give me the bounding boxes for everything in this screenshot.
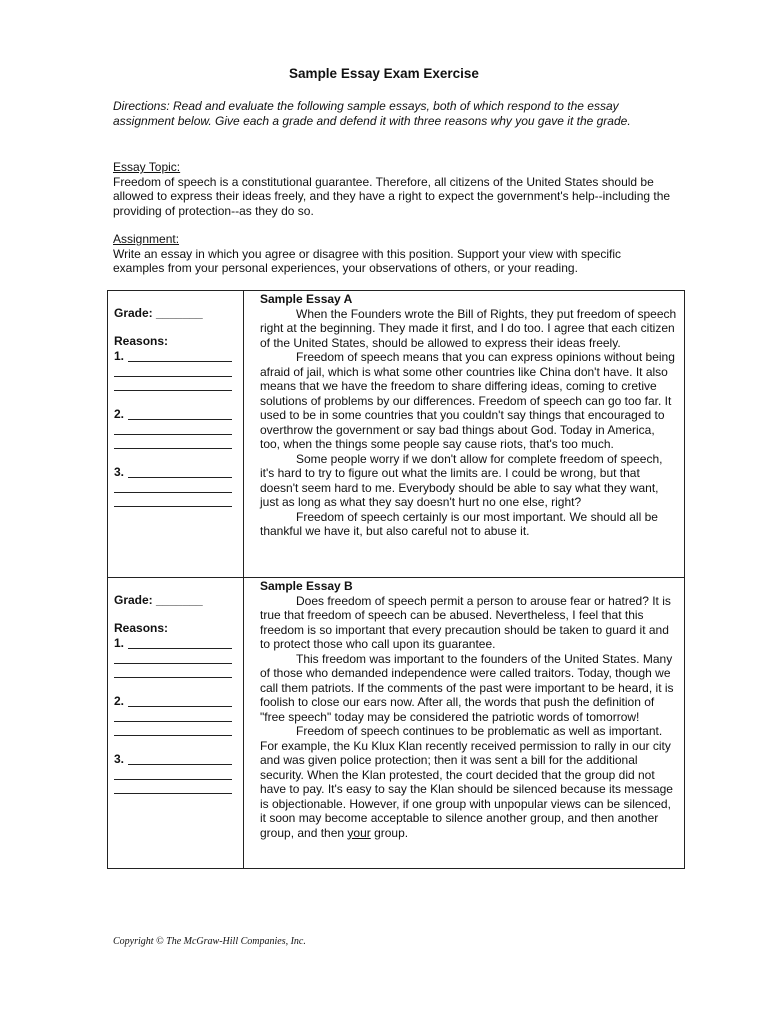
essay-b-paragraph-2: This freedom was important to the founders of the United States. Many of those who demanded independence were called traitors. Today, though we call them patriots. If the comments of the past were important to be heard, it is foolish to close our ears now. After all, the words that push the definition of "free speech" today may be considered the patriotic words of tomorrow! (260, 651, 674, 724)
essay-b-reason-2-line-2[interactable] (114, 721, 232, 722)
essay-a-reason-2-line-2[interactable] (114, 434, 232, 435)
essay-a-reasons-label: Reasons: (114, 334, 169, 348)
essay-b-paragraph-3-text: Freedom of speech continues to be problematic as well as important. For example, the Ku Klux Klan recently received permission to rally in our city and was given police protection; then it was sent a bill for the additional security. When the Klan protested, the court decided that the group did not have to pay. It's easy to say the Klan should be silenced because its message is objectionable. However, if one group with unpopular views can be silenced, it soon may become acceptable to silence another group, and then another group, and then (260, 724, 673, 840)
essay-a-reason-number-2: 2. (114, 407, 125, 421)
essay-b-reason-1-line-3[interactable] (114, 677, 232, 678)
essay-a-paragraph-4: Freedom of speech certainly is our most important. We should all be thankful we have it, but also careful not to abuse it. (260, 509, 658, 538)
essay-b-reason-number-2: 2. (114, 694, 125, 708)
assignment-heading: Assignment: (113, 232, 180, 246)
essay-a-reason-3-line-3[interactable] (114, 506, 232, 507)
essay-b-title: Sample Essay B (260, 579, 353, 593)
copyright-notice: Copyright © The McGraw-Hill Companies, Inc. (113, 936, 306, 947)
essay-b-grade-label: Grade: _______ (114, 593, 203, 607)
essay-b-reason-number-1: 1. (114, 636, 125, 650)
essay-topic-heading: Essay Topic: (113, 160, 181, 174)
essay-a-reason-2-line-1[interactable] (128, 419, 232, 420)
essay-b-reason-1-line-2[interactable] (114, 663, 232, 664)
essay-a-column-divider (243, 291, 244, 577)
essay-topic-section (113, 160, 673, 218)
essay-a-reason-3-line-2[interactable] (114, 492, 232, 493)
essay-b-reason-3-line-1[interactable] (128, 764, 232, 765)
essay-a-box (107, 290, 685, 578)
essay-b-reason-number-3: 3. (114, 752, 125, 766)
assignment-section (113, 232, 673, 276)
essay-a-reason-1-line-3[interactable] (114, 390, 232, 391)
essay-a-reason-1-line-2[interactable] (114, 376, 232, 377)
assignment-text: Write an essay in which you agree or disagree with this position. Support your view with specific examples from your personal experiences, your observations of others, or your reading. (113, 246, 622, 275)
essay-topic-text: Freedom of speech is a constitutional guarantee. Therefore, all citizens of the United States should be allowed to express their ideas freely, and they have a right to expect the government's help--including the providing of protection--as they do so. (113, 174, 671, 218)
essay-a-paragraph-2: Freedom of speech means that you can express opinions without being afraid of jail, which is what some other countries like China don't have. It also means that we have the freedom to share differing ideas, coming to cretive solutions of problems by our differences. Freedom of speech can go too far. It used to be in some countries that you couldn't say things that encouraged to overthrow the government or say bad things about God. Today in America, too, when the things some people say cause riots, that's too much. (260, 350, 675, 451)
essay-a-reason-3-line-1[interactable] (128, 477, 232, 478)
essay-b-column-divider (243, 578, 244, 868)
essay-a-paragraph-1: When the Founders wrote the Bill of Rights, they put freedom of speech right at the beginning. They made it first, and I do too. I agree that each citizen of the United States, should be allowed to express their ideas freely. (260, 306, 677, 350)
essay-a-grade-label: Grade: _______ (114, 306, 203, 320)
essay-b-paragraph-3-end: group. (370, 825, 409, 840)
essay-a-reason-1-line-1[interactable] (128, 361, 232, 362)
essay-b-paragraph-3 (260, 724, 678, 840)
page-title: Sample Essay Exam Exercise (289, 66, 479, 81)
essay-a-reason-number-3: 3. (114, 465, 125, 479)
essay-b-box (107, 578, 685, 869)
essay-b-reason-2-line-3[interactable] (114, 735, 232, 736)
essay-a-reason-2-line-3[interactable] (114, 448, 232, 449)
essay-b-reason-2-line-1[interactable] (128, 706, 232, 707)
essay-b-reason-3-line-3[interactable] (114, 793, 232, 794)
essay-b-reasons-label: Reasons: (114, 621, 169, 635)
essay-b-text-column (260, 579, 678, 840)
essay-b-underlined-word: your (347, 825, 371, 840)
essay-a-text-column (260, 292, 678, 539)
essay-a-reason-number-1: 1. (114, 349, 125, 363)
essay-b-reason-3-line-2[interactable] (114, 779, 232, 780)
essay-b-paragraph-1: Does freedom of speech permit a person to arouse fear or hatred? It is true that freedom of speech can be abused. Nevertheless, I feel that this freedom is so important that every precaution should be taken to guard it and to protect those who call upon its guarantee. (260, 593, 671, 651)
essay-a-title: Sample Essay A (260, 292, 353, 306)
essay-a-paragraph-3: Some people worry if we don't allow for complete freedom of speech, it's hard to try to figure out what the limits are. I could be wrong, but that doesn't seem hard to me. Everybody should be able to say what they want, just as long as what they say doesn't hurt no one else, right? (260, 451, 663, 509)
directions-text: Directions: Read and evaluate the following sample essays, both of which respond to the essay assignment below. Give each a grade and defend it with three reasons why you gave it the grade. (113, 99, 631, 128)
essay-b-reason-1-line-1[interactable] (128, 648, 232, 649)
